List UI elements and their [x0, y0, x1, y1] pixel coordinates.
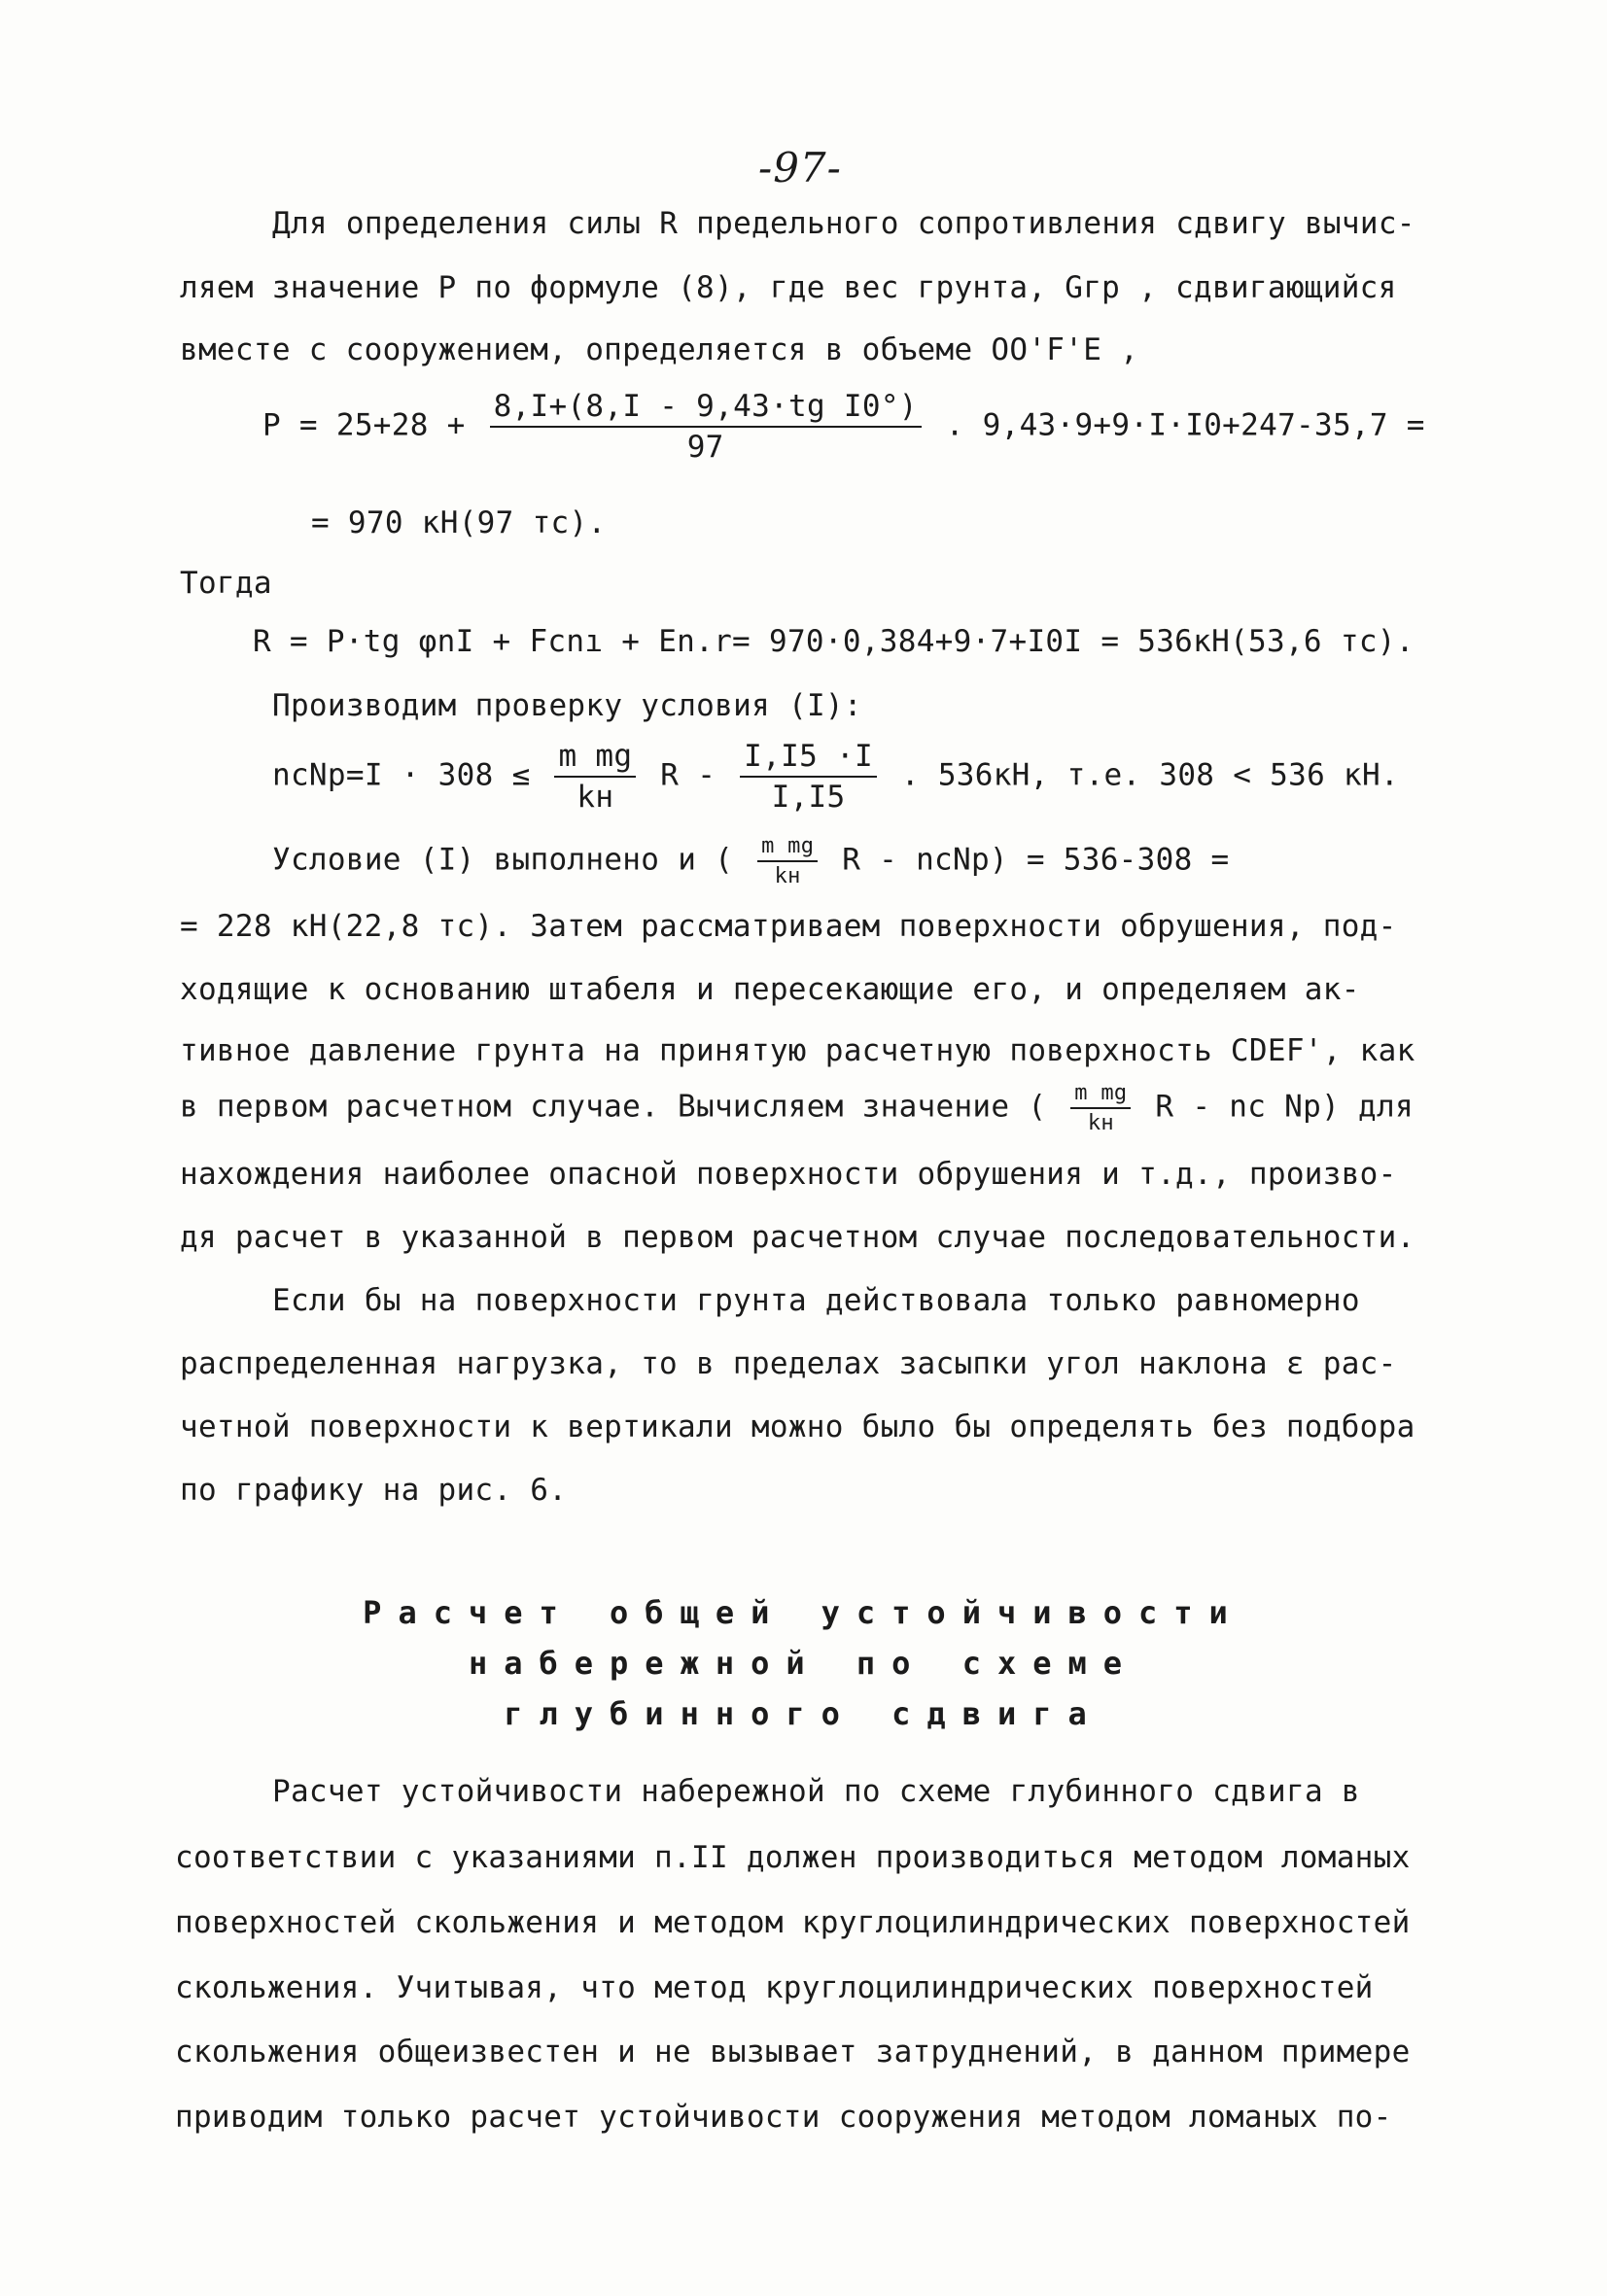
formula-part: в первом расчетном случае. Вычисляем значение (: [180, 1089, 1047, 1125]
text-line: [180, 1081, 1414, 1135]
fraction-numerator: m mg: [554, 739, 636, 778]
text-line: соответствии с указаниями п.II должен производиться методом ломаных: [175, 1840, 1411, 1875]
text-line: Производим проверку условия (I):: [272, 688, 862, 723]
fraction-numerator: I,I5 ·I: [740, 739, 877, 778]
formula-part: Условие (I) выполнено и (: [272, 842, 734, 878]
text-line: ходящие к основанию штабеля и пересекающие его, и определяем ак-: [180, 972, 1360, 1007]
formula-result: = 970 кН(97 тс).: [311, 505, 607, 540]
text-line: Для определения силы R предельного сопротивления сдвигу вычис-: [272, 206, 1415, 241]
formula-part: . 536кН, т.е. 308 < 536 кН.: [900, 757, 1399, 793]
formula-part: . 9,43·9+9·I·I0+247-35,7 =: [945, 407, 1425, 443]
text-line: приводим только расчет устойчивости сооружения методом ломаных по-: [175, 2100, 1392, 2135]
text-line: ляем значение P по формуле (8), где вес грунта, Gгр , сдвигающийся: [180, 270, 1397, 305]
formula-part: R - ncNp) = 536-308 =: [842, 842, 1230, 878]
formula-r: R = P·tg φnI + Fcnı + En.r= 970·0,384+9·7+I0I = 536кН(53,6 тс).: [253, 624, 1415, 659]
text-line: = 228 кН(22,8 тс). Затем рассматриваем поверхности обрушения, под-: [180, 909, 1397, 944]
text-line: поверхностей скольжения и методом круглоцилиндрических поверхностей: [175, 1905, 1411, 1940]
text-line: по графику на рис. 6.: [180, 1473, 568, 1508]
text-line: тивное давление грунта на принятую расчетную поверхность CDEF', как: [180, 1033, 1415, 1068]
text-line: Если бы на поверхности грунта действовала только равномерно: [272, 1283, 1360, 1318]
fraction-denominator: I,I5: [771, 780, 846, 815]
formula-part: R -: [660, 757, 716, 793]
fraction: [1070, 1081, 1131, 1135]
text-line: Тогда: [180, 566, 272, 601]
section-heading-line: Расчет общей устойчивости: [363, 1594, 1244, 1631]
fraction-numerator: 8,I+(8,I - 9,43·tg I0°): [490, 389, 922, 428]
text-line: скольжения. Учитывая, что метод круглоцилиндрических поверхностей: [175, 1970, 1374, 2005]
fraction-numerator: m mg: [1070, 1081, 1131, 1109]
fraction-denominator: kн: [1087, 1111, 1114, 1135]
formula-check: [272, 834, 1229, 888]
text-line: четной поверхности к вертикали можно было бы определять без подбора: [180, 1409, 1415, 1444]
fraction: [490, 389, 922, 465]
text-line: нахождения наиболее опасной поверхности обрушения и т.д., произво-: [180, 1157, 1397, 1192]
formula-p: [262, 389, 1425, 465]
fraction-denominator: kн: [774, 864, 801, 888]
formula-part: ncNp=I · 308 ≤: [272, 757, 531, 793]
fraction: [554, 739, 636, 815]
fraction: [740, 739, 877, 815]
formula-part: P = 25+28 +: [262, 407, 466, 443]
fraction-denominator: 97: [686, 430, 724, 465]
fraction-numerator: m mg: [757, 834, 818, 862]
formula-condition: [272, 739, 1399, 815]
text-line: распределенная нагрузка, то в пределах засыпки угол наклона ε рас-: [180, 1346, 1397, 1381]
fraction-denominator: kн: [576, 780, 614, 815]
section-heading-line: глубинного сдвига: [504, 1695, 1103, 1732]
text-line: Расчет устойчивости набережной по схеме глубинного сдвига в: [272, 1774, 1360, 1809]
fraction: [757, 834, 818, 888]
page-number: -97-: [758, 144, 842, 191]
text-line: дя расчет в указанной в первом расчетном случае последовательности.: [180, 1220, 1415, 1255]
section-heading-line: набережной по схеме: [468, 1645, 1139, 1682]
text-line: вместе с сооружением, определяется в объеме OO'F'E ,: [180, 332, 1139, 367]
text-line: скольжения общеизвестен и не вызывает затруднений, в данном примере: [175, 2035, 1411, 2070]
formula-part: R - nc Np) для: [1155, 1089, 1414, 1125]
